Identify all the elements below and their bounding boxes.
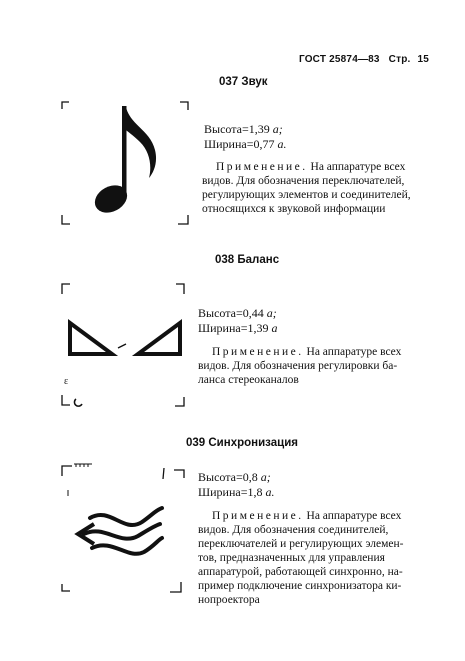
usage-line: тов, предназначенных для управления: [198, 552, 385, 564]
dimensions-037: Высота=1,39 a; Ширина=0,77 a.: [204, 122, 287, 151]
width-label: Ширина: [198, 321, 241, 335]
height-unit: a;: [266, 306, 277, 320]
width-label: Ширина: [198, 485, 241, 499]
usage-line: видов. Для обозначения переключателей,: [202, 175, 405, 187]
height-value: 0,44: [242, 306, 264, 320]
usage-line: регулирующих элементов и соединителей,: [202, 189, 411, 201]
usage-line: аппаратурой, работающей синхронно, на-: [198, 566, 403, 578]
usage-word: Применение.: [212, 510, 304, 522]
usage-line: переключателей и регулирующих элемен-: [198, 538, 404, 550]
width-value: 1,8: [247, 485, 263, 499]
usage-word: Применение.: [212, 346, 304, 358]
svg-text:ɛ: ɛ: [64, 376, 69, 387]
width-value: 1,39: [247, 321, 269, 335]
usage-line: нопроектора: [198, 594, 260, 606]
usage-line: видов. Для обозначения регулировки ба-: [198, 360, 398, 372]
usage-line: относящихся к звуковой информации: [202, 203, 386, 215]
width-label: Ширина: [204, 137, 247, 151]
height-unit: a;: [260, 470, 271, 484]
usage-line: На аппаратуре всех: [306, 346, 402, 358]
section-title-038: 038 Баланс: [215, 254, 280, 266]
height-value: 0,8: [242, 470, 258, 484]
usage-word: Применение.: [216, 161, 308, 173]
height-unit: a;: [272, 122, 283, 136]
usage-line: ланса стереоканалов: [198, 374, 299, 386]
section-title-037: 037 Звук: [219, 76, 268, 88]
height-label: Высота: [204, 122, 242, 136]
usage-line: пример подключение синхронизатора ки-: [198, 580, 402, 592]
width-value: 0,77: [253, 137, 275, 151]
section-title-039: 039 Синхронизация: [186, 437, 298, 449]
dimensions-038: Высота=0,44 a; Ширина=1,39 a: [198, 306, 278, 335]
standard-code: ГОСТ 25874—83: [298, 54, 380, 65]
width-unit: a.: [265, 485, 275, 499]
page-label: Стр.: [388, 54, 411, 65]
usage-line: видов. Для обозначения соединителей,: [198, 524, 389, 536]
usage-039: [198, 509, 430, 607]
height-label: Высота: [198, 306, 236, 320]
width-unit: a.: [277, 137, 287, 151]
dimensions-039: Высота=0,8 a; Ширина=1,8 a.: [198, 470, 275, 499]
height-value: 1,39: [248, 122, 270, 136]
usage-line: На аппаратуре всех: [306, 510, 402, 522]
width-unit: a: [271, 321, 278, 335]
height-label: Высота: [198, 470, 236, 484]
page-number: 15: [417, 54, 429, 65]
usage-line: На аппаратуре всех: [310, 161, 406, 173]
